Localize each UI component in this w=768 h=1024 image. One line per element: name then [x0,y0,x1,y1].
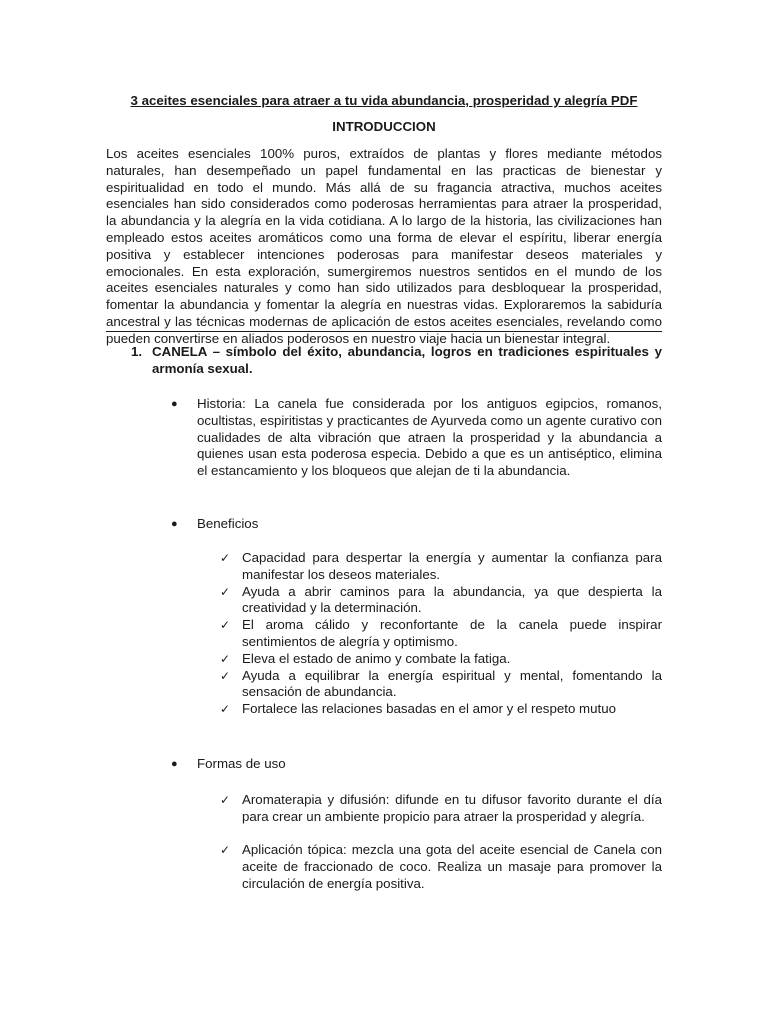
checkmark-icon: ✓ [220,668,231,683]
checkmark-icon: ✓ [220,651,231,666]
intro-heading: INTRODUCCION [332,119,436,134]
formas-label: Formas de uso [197,756,286,771]
bullet-dot-icon: ● [171,398,178,410]
intro-paragraph: Los aceites esenciales 100% puros, extraídos de plantas y flores mediante métodos naturales, han desempeñado un papel fundamental en las practicas de bienestar y espiritualidad en todo el mundo. Más allá de su fragancia atractiva, muchos aceites esenciales han sido considerados como poderosas herramientas para atraer la prosperidad, la abundancia y la alegría en la vida cotidiana. A lo largo de la historia, las civilizaciones han empleado estos aceites aromáticos como una forma de elevar el espíritu, liberar energía positiva y establecer intenciones poderosas para manifestar deseos materiales y emocionales. En esta exploración, sumergiremos nuestros sentidos en el mundo de los aceites esenciales naturales y como han sido utilizados para desbloquear la prosperidad, fomentar la abundancia y fomentar la alegría en nuestras vidas. Exploraremos la sabiduría ancestral y las técnicas modernas de aplicación de estos aceites esenciales, revelando como pueden convertirse en aliados poderosos en nuestro viaje hacia un bienestar integral. [106,146,662,346]
list-item: ✓ Capacidad para despertar la energía y aumentar la confianza para manifestar los deseos materiales. [220,550,662,582]
bullet-dot-icon: ● [171,518,178,530]
historia-text: Historia: La canela fue considerada por los antiguos egipcios, romanos, ocultistas, espiritistas y practicantes de Ayurveda como un agente curativo con cualidades de alta vibración que atraen la prosperidad y la abundancia a quienes usan esta poderosa especia. Debido a que es un antiséptico, elimina el estancamiento y los bloqueos que alejan de ti la abundancia. [197,396,662,479]
checkmark-icon: ✓ [220,551,231,565]
list-item: ✓ El aroma cálido y reconfortante de la canela puede inspirar sentimientos de alegría y optimismo. [220,617,662,649]
list-item: ✓ Ayuda a equilibrar la energía espiritual y mental, fomentando la sensación de abundancia. [220,667,662,700]
section-canela-heading [131,344,662,378]
section-number: 1. [131,344,143,359]
bullet-formas-de-uso [171,756,662,773]
intro-divider [106,331,662,332]
bullet-beneficios [171,516,662,533]
list-item: ✓ Fortalece las relaciones basadas en el amor y el respeto mutuo [220,701,616,717]
bullet-historia [171,396,662,480]
checkmark-icon: ✓ [220,584,231,599]
list-item: ✓ Ayuda a abrir caminos para la abundancia, ya que despierta la creatividad y la determinación. [220,583,662,616]
section-heading-text: CANELA – símbolo del éxito, abundancia, logros en tradiciones espirituales y armonía sexual. [152,344,662,376]
checkmark-icon: ✓ [220,843,231,857]
beneficios-list [218,550,662,718]
checkmark-icon: ✓ [220,793,231,807]
list-item: ✓ Eleva el estado de animo y combate la fatiga. [220,650,511,666]
bullet-dot-icon: ● [171,758,178,770]
forma-aplicacion-topica: ✓ Aplicación tópica: mezcla una gota del aceite esencial de Canela con aceite de fraccionado de coco. Realiza un masaje para promover la circulación de energía positiva. [220,842,662,891]
checkmark-icon: ✓ [220,618,231,633]
beneficios-label: Beneficios [197,516,259,531]
checkmark-icon: ✓ [220,702,231,717]
forma-aromaterapia: ✓ Aromaterapia y difusión: difunde en tu difusor favorito durante el día para crear un ambiente propicio para atraer la prosperidad y alegría. [220,792,662,824]
document-title: 3 aceites esenciales para atraer a tu vida abundancia, prosperidad y alegría PDF [130,93,638,108]
